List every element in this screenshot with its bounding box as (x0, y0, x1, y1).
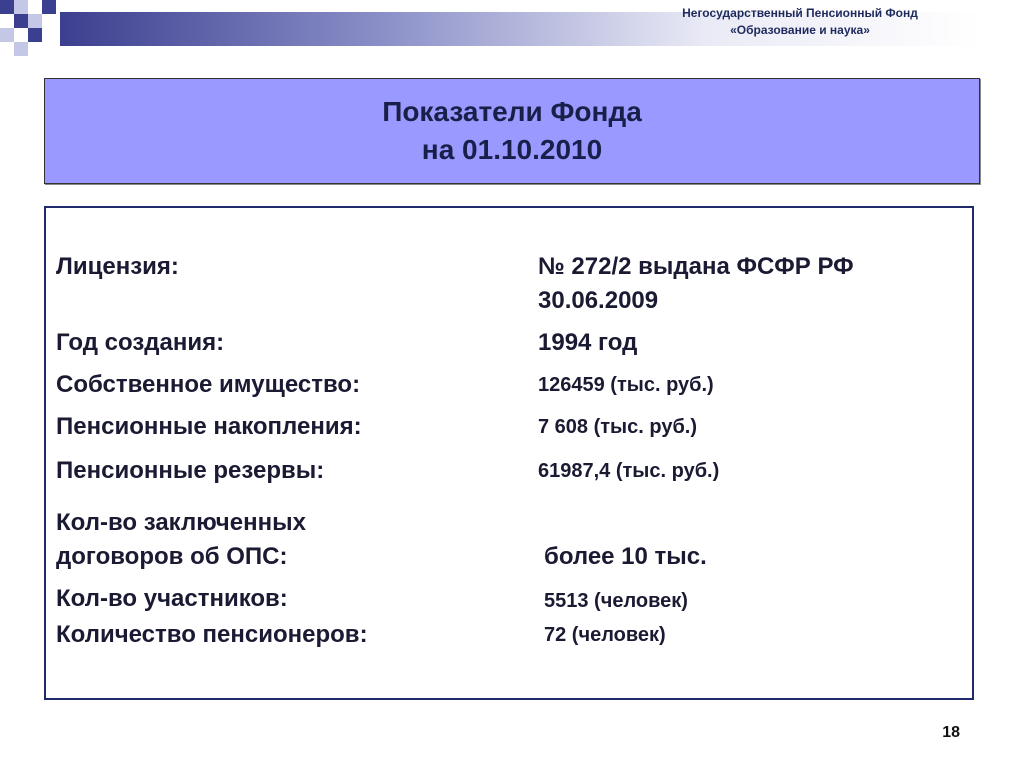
ops-contracts-label-line2: договоров об ОПС: (56, 543, 288, 570)
page-number: 18 (942, 724, 960, 741)
ops-contracts-label-line1: Кол-во заключенных (56, 509, 306, 536)
org-name-line2: «Образование и наука» (730, 23, 870, 37)
slide-subtitle-date: на 01.10.2010 (421, 134, 603, 165)
pensioners-label: Количество пенсионеров: (56, 621, 368, 648)
organization-name (640, 5, 960, 39)
pension-savings-value: 7 608 (тыс. руб.) (538, 416, 698, 438)
founded-year-label: Год создания: (56, 329, 225, 356)
fund-indicators-panel (44, 206, 974, 700)
pension-savings-label: Пенсионные накопления: (56, 413, 362, 440)
pensioners-value: 72 (человек) (544, 624, 666, 646)
participants-value: 5513 (человек) (544, 590, 688, 612)
pension-reserves-value: 61987,4 (тыс. руб.) (538, 460, 720, 482)
license-value-line2: 30.06.2009 (538, 287, 659, 314)
org-name-line1: Негосударственный Пенсионный Фонд (682, 6, 918, 20)
own-property-value: 126459 (тыс. руб.) (538, 374, 714, 396)
own-property-label: Собственное имущество: (56, 371, 361, 398)
pension-reserves-label: Пенсионные резервы: (56, 457, 325, 484)
license-value-line1: № 272/2 выдана ФСФР РФ (538, 253, 854, 280)
participants-label: Кол-во участников: (56, 585, 288, 612)
slide-title: Показатели Фонда (382, 96, 642, 127)
ops-contracts-value: более 10 тыс. (544, 543, 707, 570)
founded-year-value: 1994 год (538, 329, 638, 356)
license-label: Лицензия: (56, 253, 179, 280)
slide-title-box (44, 78, 980, 184)
